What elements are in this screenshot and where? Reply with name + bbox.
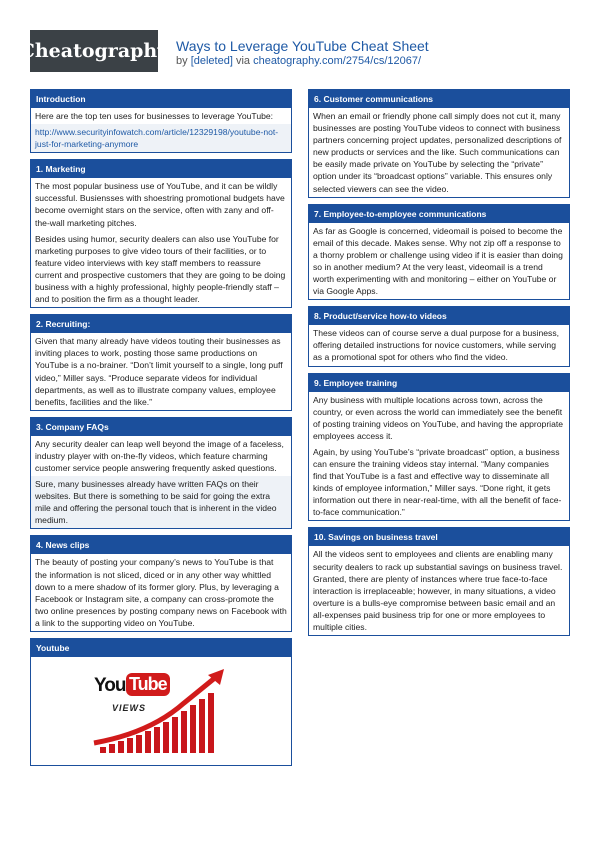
paragraph: All the videos sent to employees and clients are enabling many security dealers to rack up substantial savings on business travel. Granted, there are plenty of instances where true face-to-face interaction is irreplaceable; however, in many situations, a video overture is a bulls-eye compromise between basic email and an all-expenses paid business trip for one or more employees to multiple cities. [313, 549, 563, 632]
section-employee-communications [308, 204, 570, 301]
section-business-travel-savings [308, 527, 570, 636]
paragraph: As far as Google is concerned, videomail is poised to become the email of this decade. Makes sense. Why not zip off a response to a thorny problem or challenge using video if it is easier than doing so in another medium? At the very least, videomail is a trend worth experimenting with and monitoring – either on YouTube or via Google Apps. [313, 225, 563, 297]
paragraph: Sure, many businesses already have written FAQs on their websites. But there is something to be said for going the extra mile and offering the personal touch that is inherent in the video medium. [31, 476, 291, 528]
paragraph: Given that many already have videos touting their businesses as inviting places to work, posting those same productions on YouTube is a no-brainer. “Don’t limit yourself to a single, long puff video,” Miller says. “Produce separate videos for individual departments, as well as to illustrate company values, employee benefits, facilities and the like.” [35, 336, 283, 407]
right-column [308, 89, 570, 642]
section-title: 1. Marketing [31, 160, 291, 178]
section-employee-training [308, 373, 570, 522]
page-title: Ways to Leverage YouTube Cheat Sheet [176, 38, 429, 54]
section-customer-communications [308, 89, 570, 198]
section-youtube [30, 638, 292, 766]
paragraph: When an email or friendly phone call simply does not cut it, many businesses are posting YouTube videos to connect with business partners concerning project updates, personalized descriptions of new products or services and the like. Such communications can be easily made private on YouTube by selecting the “private” option under its “broadcast options” variable. This ensures only selected viewers can see the video. [313, 111, 562, 194]
section-title: 10. Savings on business travel [309, 528, 569, 546]
section-introduction [30, 89, 292, 153]
author-link[interactable]: [deleted] [190, 55, 233, 67]
paragraph: Again, by using YouTube’s “private broadcast” option, a business can ensure the training videos stay internal. “Many companies find that YouTube is a fast and effective way to disseminate all kinds of employee information,” Miller says. “Done right, it gets information out there in near-real-time, with all the benefit of face-to-face communication.” [313, 446, 562, 518]
paragraph: Besides using humor, security dealers can also use YouTube for marketing purposes to give video tours of their facilities, or to feature video interviews with key staff members to reassure current and prospective customers that they are going to be doing business with a highly professional, highly people-friendly staff – and to position the firm as a thought leader. [35, 233, 286, 305]
paragraph: Here are the top ten uses for businesses to leverage YouTube: [35, 111, 274, 121]
cheatography-logo[interactable]: Cheatography [30, 30, 158, 72]
youtube-views-image [80, 663, 242, 759]
by-text: by [176, 55, 188, 67]
left-column [30, 89, 292, 772]
section-recruiting [30, 314, 292, 411]
sheet-url-link[interactable]: cheatography.com/2754/cs/12067/ [253, 55, 422, 67]
views-label: VIEWS [112, 703, 147, 713]
paragraph: Any business with multiple locations across town, across the country, or even across the world can immediately see the benefit of posting training videos on YouTube, and having the appropriate employees access it. [313, 394, 564, 441]
via-text: via [235, 55, 251, 67]
youtube-logo-tube: Tube [126, 673, 170, 696]
page-header [0, 0, 600, 80]
byline [176, 55, 421, 67]
section-title: 7. Employee-to-employee communications [309, 205, 569, 223]
section-company-faqs [30, 417, 292, 530]
section-title: 2. Recruiting: [31, 315, 291, 333]
section-title: 8. Product/service how-to videos [309, 307, 569, 325]
section-title: 9. Employee training [309, 374, 569, 392]
paragraph: These videos can of course serve a dual purpose for a business, offering detailed instructions for novice customers, while serving as a promotional spot for others who find the video. [313, 328, 560, 363]
section-how-to-videos [308, 306, 570, 366]
paragraph: Any security dealer can leap well beyond the image of a faceless, industry player with on-the-fly videos, which feature charming customer service people answering frequently asked questions. [35, 438, 284, 473]
section-title: 4. News clips [31, 536, 291, 554]
section-marketing [30, 159, 292, 308]
youtube-logo-you: You [94, 675, 126, 696]
section-news-clips [30, 535, 292, 632]
section-title: Introduction [31, 90, 291, 108]
source-link[interactable]: http://www.securityinfowatch.com/article/12329198/youtube-not-just-for-marketing-anymore [31, 124, 291, 152]
paragraph: The most popular business use of YouTube, and it can be wildly successful. Busiensses with shoestring promotional budgets have become overnight stars on the service, often with zany and off-the-wall marketing pitches. [35, 181, 285, 228]
paragraph: The beauty of posting your company’s news to YouTube is that the information is not sliced, diced or in any other way whittled down to a mere shadow of its former glory. Plus, by leveraging a Facebook or Instagram site, a company can cross-promote the two online presences by posting company news on Facebook with a link to the supporting video on YouTube. [35, 557, 287, 628]
section-title: 6. Customer communications [309, 90, 569, 108]
section-title: Youtube [31, 639, 291, 657]
section-title: 3. Company FAQs [31, 418, 291, 436]
